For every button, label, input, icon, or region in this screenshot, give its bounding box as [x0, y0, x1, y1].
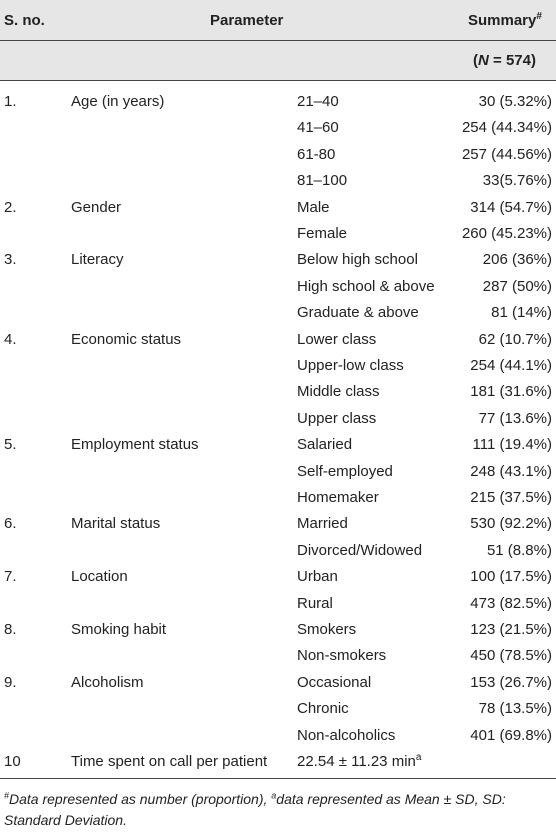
item-value: 62 (10.7%): [478, 330, 552, 348]
item-label: Smokers: [297, 621, 357, 638]
row-sno: 9.: [4, 673, 17, 691]
row-param: Time spent on call per patient: [71, 753, 268, 770]
item-value: 254 (44.1%): [470, 357, 552, 374]
item-label: Female: [297, 225, 348, 242]
item-label: Lower class: [297, 330, 377, 348]
row-param: Employment status: [71, 436, 199, 454]
item-value: 254 (44.34%): [461, 119, 552, 137]
col-summary-header: Summary#: [468, 11, 542, 29]
item-value: 100 (17.5%): [470, 568, 552, 586]
item-value: 215 (37.5%): [470, 489, 552, 506]
item-value: 30 (5.32%): [478, 93, 552, 110]
item-label: 41–60: [297, 119, 339, 137]
row-param: Gender: [71, 198, 122, 216]
row-param: Marital status: [71, 515, 161, 533]
row-param: Economic status: [71, 330, 182, 348]
row-sno: 7.: [4, 568, 17, 586]
row-sno: 10: [4, 753, 21, 770]
item-label: Homemaker: [297, 489, 379, 506]
item-value: 401 (69.8%): [470, 726, 552, 744]
n-label: (N = 574): [473, 52, 536, 69]
item-label: Upper class: [297, 409, 377, 427]
item-label: 81–100: [297, 172, 348, 190]
item-label: 21–40: [297, 93, 339, 110]
row-param: Smoking habit: [71, 621, 167, 638]
item-value: 260 (45.23%): [461, 225, 552, 242]
item-label: Graduate & above: [297, 304, 419, 322]
item-value: 181 (31.6%): [470, 383, 552, 401]
item-label: Upper-low class: [297, 357, 404, 374]
item-value: 77 (13.6%): [478, 409, 552, 427]
item-value: 78 (13.5%): [478, 700, 552, 718]
item-label: Occasional: [297, 673, 372, 691]
item-label: Chronic: [297, 700, 349, 718]
item-value: 111 (19.4%): [472, 436, 552, 454]
row-param: Age (in years): [71, 93, 165, 110]
item-label: 61-80: [297, 145, 336, 163]
item-value: 314 (54.7%): [470, 198, 552, 216]
row-sno: 5.: [4, 436, 17, 454]
item-label: Self-employed: [297, 462, 393, 480]
item-label: Non-alcoholics: [297, 726, 396, 744]
footnote: #Data represented as number (proportion), $^a$data represented as Mean ± SD, SD: Standard Deviation.: [4, 790, 506, 828]
item-label: Married: [297, 515, 348, 533]
col-param-header: Parameter: [210, 12, 284, 29]
item-value: 33(5.76%): [482, 172, 552, 190]
item-label: Below high school: [297, 251, 418, 269]
item-value: 257 (44.56%): [461, 145, 552, 163]
item-value: 287 (50%): [482, 277, 552, 295]
item-label: High school & above: [297, 277, 435, 295]
item-value: 206 (36%): [482, 251, 552, 269]
row-sno: 3.: [4, 251, 17, 269]
row-param: Literacy: [71, 251, 124, 269]
item-label: Middle class: [297, 383, 380, 401]
item-label: Non-smokers: [297, 647, 387, 665]
item-value: 153 (26.7%): [470, 673, 552, 691]
row-sno: 2.: [4, 198, 17, 216]
row-sno: 4.: [4, 330, 17, 348]
item-value: 530 (92.2%): [470, 515, 552, 533]
row-sno: 1.: [4, 93, 17, 110]
col-sno-header: S. no.: [4, 12, 45, 29]
header-divider: [0, 40, 556, 41]
item-value: 123 (21.5%): [470, 621, 552, 638]
header-bottom-rule: [0, 80, 556, 81]
item-label: Rural: [297, 594, 333, 612]
item-label: Divorced/Widowed: [297, 541, 423, 559]
item-value: 248 (43.1%): [470, 462, 552, 480]
item-label: Salaried: [297, 436, 353, 454]
row-param: Alcoholism: [71, 673, 144, 691]
table-bottom-rule: [0, 778, 556, 779]
row-sno: 8.: [4, 621, 17, 638]
item-value: 51 (8.8%): [486, 541, 552, 559]
row-sno: 6.: [4, 515, 17, 533]
item-label: Urban: [297, 568, 338, 586]
item-value: 473 (82.5%): [470, 594, 552, 612]
row-param: Location: [71, 568, 128, 586]
item-value: 450 (78.5%): [470, 647, 552, 665]
item-value: 81 (14%): [491, 304, 552, 322]
time-value: 22.54 ± 11.23 $\min^a$: [297, 752, 422, 770]
item-label: Male: [297, 198, 330, 216]
